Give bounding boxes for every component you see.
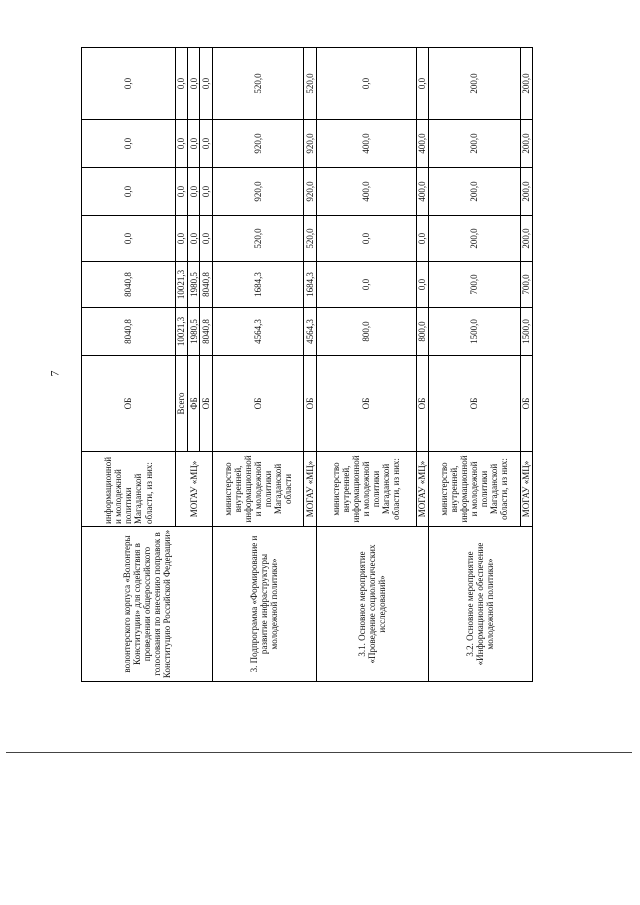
value-cell: 1980,5 [188, 262, 200, 308]
value-cell: 0,0 [416, 262, 428, 308]
source-cell: ОБ [416, 356, 428, 452]
budget-table-sheet [81, 48, 533, 682]
value-cell: 520,0 [212, 48, 304, 120]
value-cell: 400,0 [316, 120, 416, 168]
value-cell: 200,0 [520, 168, 532, 216]
value-cell: 0,0 [175, 216, 187, 262]
executor-cell: министерство внутренней, информационной и молодежной политики Магаданской области [212, 452, 304, 527]
value-cell: 1684,3 [304, 262, 316, 308]
measure-name-cell: 3. Подпрограмма «Формирование и развитие инфраструктуры молодежной политики» [212, 527, 316, 682]
value-cell: 200,0 [428, 120, 520, 168]
table-row [316, 48, 416, 682]
value-cell: 0,0 [82, 120, 176, 168]
executor-cell: МОГАУ «МЦ» [175, 452, 212, 527]
value-cell: 0,0 [188, 168, 200, 216]
source-cell: ОБ [304, 356, 316, 452]
value-cell: 0,0 [200, 168, 212, 216]
source-cell: ОБ [212, 356, 304, 452]
measure-name-cell: 3.2. Основное мероприятие «Информационное обеспечение молодежной политики» [428, 527, 532, 682]
value-cell: 1684,3 [212, 262, 304, 308]
executor-cell: МОГАУ «МЦ» [520, 452, 532, 527]
value-cell: 0,0 [82, 216, 176, 262]
measure-name-cell: 3.1. Основное мероприятие «Проведение социологических исследований» [316, 527, 428, 682]
source-cell: ОБ [200, 356, 212, 452]
executor-cell: министерство внутренней, информационной и молодежной политики Магаданской области, из них: [316, 452, 416, 527]
value-cell: 0,0 [175, 48, 187, 120]
value-cell: 200,0 [520, 216, 532, 262]
value-cell: 10021,3 [175, 308, 187, 356]
table-row [428, 48, 520, 682]
executor-cell: министерство внутренней, информационной и молодежной политики Магаданской области, из них: [428, 452, 520, 527]
value-cell: 520,0 [304, 48, 316, 120]
source-cell: ОБ [520, 356, 532, 452]
executor-cell: МОГАУ «МЦ» [416, 452, 428, 527]
value-cell: 0,0 [416, 48, 428, 120]
value-cell: 0,0 [316, 48, 416, 120]
value-cell: 700,0 [520, 262, 532, 308]
value-cell: 0,0 [200, 120, 212, 168]
value-cell: 800,0 [416, 308, 428, 356]
budget-table [81, 47, 533, 682]
value-cell: 400,0 [416, 168, 428, 216]
source-cell: ОБ [82, 356, 176, 452]
value-cell: 0,0 [316, 262, 416, 308]
value-cell: 8040,8 [200, 262, 212, 308]
value-cell: 920,0 [304, 168, 316, 216]
source-cell: ФБ [188, 356, 200, 452]
value-cell: 0,0 [175, 120, 187, 168]
value-cell: 4564,3 [212, 308, 304, 356]
value-cell: 8040,8 [82, 308, 176, 356]
value-cell: 920,0 [304, 120, 316, 168]
page-number: 7 [47, 370, 62, 377]
value-cell: 1980,5 [188, 308, 200, 356]
value-cell: 200,0 [428, 168, 520, 216]
value-cell: 0,0 [82, 168, 176, 216]
value-cell: 4564,3 [304, 308, 316, 356]
value-cell: 0,0 [200, 216, 212, 262]
value-cell: 200,0 [428, 48, 520, 120]
value-cell: 0,0 [188, 120, 200, 168]
executor-cell: МОГАУ «МЦ» [304, 452, 316, 527]
value-cell: 0,0 [316, 216, 416, 262]
value-cell: 400,0 [416, 120, 428, 168]
value-cell: 920,0 [212, 168, 304, 216]
table-row [212, 48, 304, 682]
value-cell: 8040,8 [82, 262, 176, 308]
value-cell: 400,0 [316, 168, 416, 216]
table-row [82, 48, 176, 682]
value-cell: 920,0 [212, 120, 304, 168]
value-cell: 0,0 [188, 48, 200, 120]
value-cell: 700,0 [428, 262, 520, 308]
value-cell: 0,0 [82, 48, 176, 120]
page-divider [6, 752, 632, 753]
value-cell: 10021,3 [175, 262, 187, 308]
value-cell: 1500,0 [520, 308, 532, 356]
source-cell: ОБ [428, 356, 520, 452]
source-cell: Всего [175, 356, 187, 452]
value-cell: 200,0 [428, 216, 520, 262]
value-cell: 520,0 [304, 216, 316, 262]
measure-name-cell: волонтерского корпуса «Волонтеры Конституции» для содействия в проведении общероссийского голосования по внесению поправок в Конституцию Российской Федерации» [82, 527, 213, 682]
value-cell: 0,0 [175, 168, 187, 216]
value-cell: 520,0 [212, 216, 304, 262]
source-cell: ОБ [316, 356, 416, 452]
value-cell: 0,0 [200, 48, 212, 120]
value-cell: 800,0 [316, 308, 416, 356]
value-cell: 0,0 [188, 216, 200, 262]
value-cell: 8040,8 [200, 308, 212, 356]
value-cell: 200,0 [520, 48, 532, 120]
value-cell: 1500,0 [428, 308, 520, 356]
value-cell: 0,0 [416, 216, 428, 262]
value-cell: 200,0 [520, 120, 532, 168]
executor-cell: информационной и молодежной политики Магаданской области, из них: [82, 452, 176, 527]
